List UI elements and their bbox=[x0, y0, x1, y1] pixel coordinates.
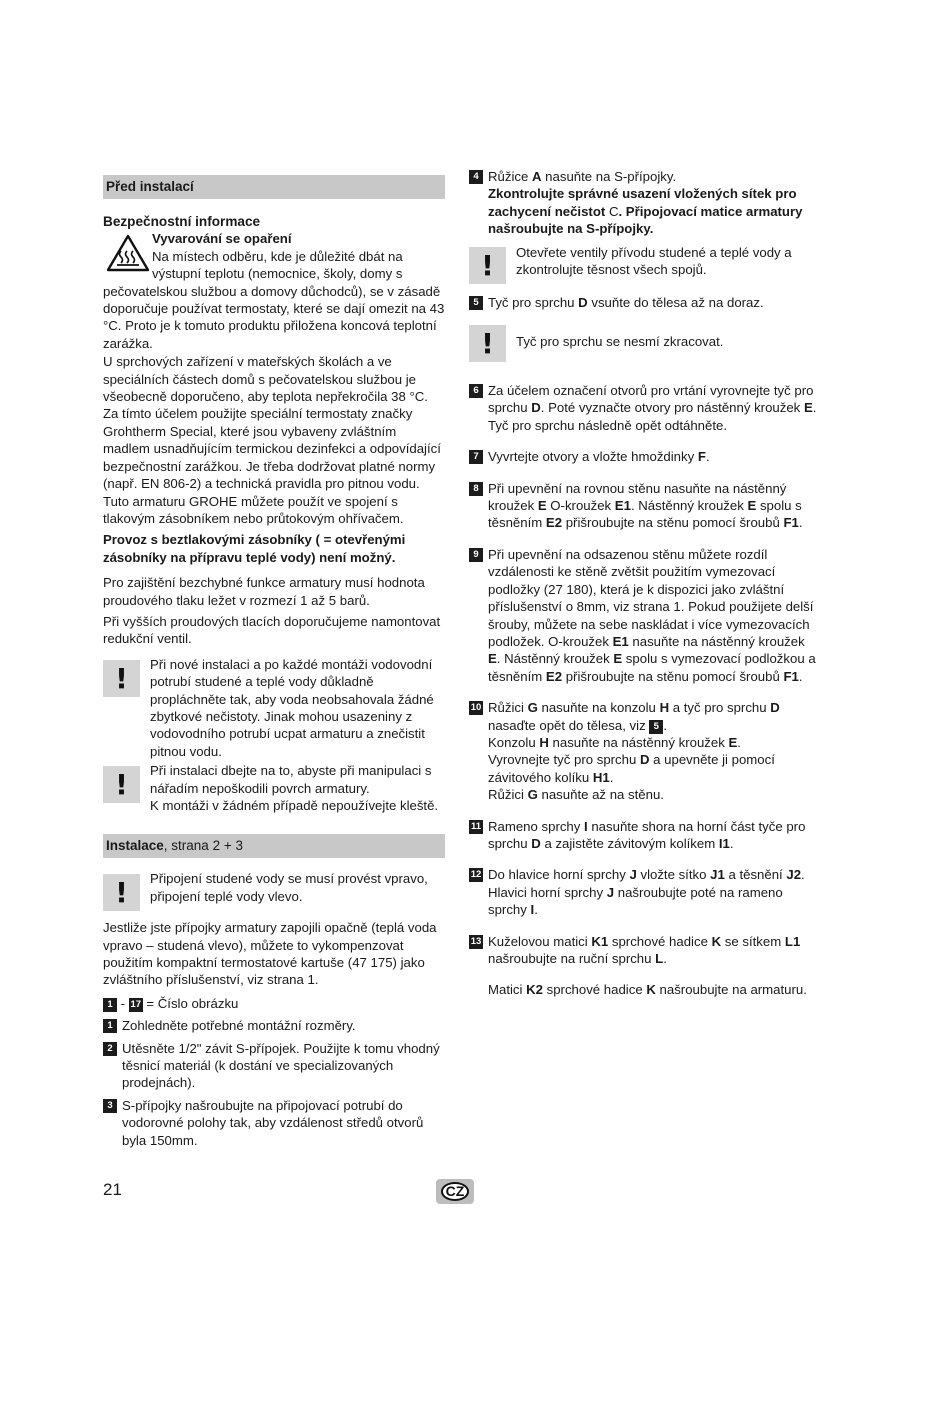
step-number: 13 bbox=[470, 935, 482, 947]
step-text: Do hlavice horní sprchy J vložte sítko J1 a těsnění J2. Hlavici horní sprchy J našroubujte poté na rameno sprchy I. bbox=[488, 867, 805, 918]
exclamation-icon: ! bbox=[469, 325, 506, 362]
step-8 bbox=[469, 480, 819, 532]
step-11 bbox=[469, 818, 819, 853]
step-number: 7 bbox=[469, 450, 483, 464]
exclamation-icon: ! bbox=[469, 247, 506, 284]
note-tools bbox=[103, 762, 445, 814]
exclamation-icon: ! bbox=[103, 766, 140, 803]
step-number: 10 bbox=[470, 702, 482, 714]
kindergarten-paragraph: U sprchových zařízení v mateřských školách a ve speciálních částech domů s pečovatelskou službou je všeobecně doporučeno, aby teplota nepřekročila 38 °C. Za tímto účelem použijte speciální termostaty značky Grohtherm Special, které jsou vybaveny zvláštním madlem usnadňujícím termickou dezinfekci a odpovídající bezpečnostní zarážkou. Je třeba dodržovat platné normy (např. EN 806-2) a technická pravidla pro pitnou vodu. bbox=[103, 354, 441, 492]
step-text: Rameno sprchy I nasuňte shora na horní část tyče pro sprchu D a zajistěte závitovým kolíkem I1. bbox=[488, 818, 806, 851]
step-1 bbox=[103, 1017, 445, 1034]
step-text: S-přípojky našroubujte na připojovací potrubí do vodorovné polohy tak, aby vzdálenost středů otvorů byla 150mm. bbox=[122, 1097, 424, 1148]
step-text: Matici K2 sprchové hadice K našroubujte na armaturu. bbox=[488, 982, 807, 998]
left-column bbox=[103, 175, 445, 1149]
step-text: Při upevnění na rovnou stěnu nasuňte na nástěnný kroužek E O-kroužek E1. Nástěnný kroužek E spolu s těsněním E2 přišroubujte na stěnu pomocí šroubů F1. bbox=[488, 480, 803, 531]
note-cold-right bbox=[103, 870, 445, 910]
note-text: Otevřete ventily přívodu studené a teplé vody a zkontrolujte těsnost všech spojů. bbox=[516, 244, 792, 278]
step-text: Růžici G nasuňte na konzolu H a tyč pro sprchu D nasaďte opět do tělesa, viz bbox=[488, 700, 780, 733]
step-number: 2 bbox=[103, 1042, 117, 1056]
step-text: Konzolu H nasuňte na nástěnný kroužek E. bbox=[488, 734, 741, 750]
step-text: Při upevnění na odsazenou stěnu můžete rozdíl vzdálenosti ke stěně zvětšit použitím vymezovací podložky (27 180), která je k dispozici jako zvláštní příslušenství o 8mm, viz strana 1. Pokud použijete delší šrouby, můžete na sebe naskládat i více vymezovacích podložek. O-kroužek E1 nasuňte na nástěnný kroužek E. Nástěnný kroužek E spolu s vymezovací podložkou a těsněním E2 přišroubujte na stěnu pomocí šroubů F1. bbox=[488, 546, 816, 684]
section-title: Před instalací bbox=[106, 179, 194, 194]
exclamation-icon: ! bbox=[103, 660, 140, 697]
step-number: 9 bbox=[469, 548, 483, 562]
step-3 bbox=[103, 1097, 445, 1149]
step-text: Růžice A nasuňte na S-přípojky. Zkontrolujte správné usazení vložených sítek pro zachycení nečistot C. Připojovací matice armatury našroubujte na S-přípojky. bbox=[488, 169, 803, 237]
step-text: Za účelem označení otvorů pro vrtání vyrovnejte tyč pro sprchu D. Poté vyznačte otvory pro nástěnný kroužek E. Tyč pro sprchu následně opět odtáhněte. bbox=[488, 383, 817, 433]
step-12 bbox=[469, 866, 819, 918]
bold-warning: Provoz s beztlakovými zásobníky ( = otevřenými zásobníky na přípravu teplé vody) není možný. bbox=[103, 532, 406, 565]
step-number: 1 bbox=[103, 1019, 117, 1033]
figure-legend bbox=[103, 995, 445, 1012]
scald-warning bbox=[103, 230, 445, 352]
step-4 bbox=[469, 168, 819, 238]
reducer-paragraph: Při vyšších proudových tlacích doporučujeme namontovat redukční ventil. bbox=[103, 613, 441, 647]
figure-number: 17 bbox=[130, 998, 142, 1010]
note-flush-pipes bbox=[103, 656, 445, 760]
section-header-before-installation bbox=[103, 175, 445, 199]
step-number: 8 bbox=[469, 482, 483, 496]
step-number: 12 bbox=[470, 869, 482, 881]
page-number: 21 bbox=[103, 1180, 122, 1199]
note-text: Připojení studené vody se musí provést vpravo, připojení teplé vody vlevo. bbox=[150, 871, 428, 904]
section-title-rest: , strana 2 + 3 bbox=[163, 838, 243, 854]
step-13 bbox=[469, 933, 819, 999]
step-6 bbox=[469, 382, 819, 434]
safety-heading: Bezpečnostní informace bbox=[103, 214, 261, 229]
swap-paragraph: Jestliže jste přípojky armatury zapojili opačně (teplá voda vpravo – studená vlevo), můžete to vykompenzovat použitím kompaktní termostatové kartuše (47 175) jako zvláštního příslušenství, viz strana 1. bbox=[103, 920, 437, 988]
note-text: Při nové instalaci a po každé montáži vodovodní potrubí studené a teplé vody důkladně propláchněte tak, aby voda neobsahovala žádné zbytkové nečistoty. Jinak mohou usazeniny z vodovodního potrubí ucpat armaturu a znečistit pitnou vodu. bbox=[150, 656, 434, 759]
step-text: Kuželovou matici K1 sprchové hadice K se sítkem L1 našroubujte na ruční sprchu L. bbox=[488, 933, 801, 966]
step-text: Vyvrtejte otvory a vložte hmoždinky F. bbox=[488, 449, 710, 465]
exclamation-icon: ! bbox=[103, 874, 140, 911]
step-7 bbox=[469, 448, 819, 465]
language-badge bbox=[436, 1179, 474, 1204]
step-5 bbox=[469, 294, 819, 311]
step-text: Zohledněte potřebné montážní rozměry. bbox=[122, 1018, 356, 1034]
pressure-paragraph: Pro zajištění bezchybné funkce armatury musí hodnota proudového tlaku ležet v rozmezí 1 až 5 barů. bbox=[103, 575, 425, 608]
use-paragraph: Tuto armaturu GROHE můžete použít ve spojení s tlakovým zásobníkem nebo průtokovým ohřívačem. bbox=[103, 493, 404, 526]
step-number: 11 bbox=[470, 820, 482, 832]
step-number: 5 bbox=[469, 296, 483, 310]
section-title: Instalace bbox=[106, 838, 164, 854]
legend-text: = Číslo obrázku bbox=[142, 995, 239, 1011]
step-number: 6 bbox=[469, 384, 483, 398]
scald-text-indent: Na místech odběru, kde je důležité dbát na výstupní teplotu (nemocnice, školy, domy s bbox=[152, 248, 403, 282]
legend-dash: - bbox=[117, 995, 129, 1011]
step-2 bbox=[103, 1040, 445, 1092]
step-text: Tyč pro sprchu D vsuňte do tělesa až na doraz. bbox=[488, 294, 764, 310]
figure-number: 1 bbox=[103, 998, 117, 1012]
hot-surface-warning-icon bbox=[106, 234, 150, 272]
scald-text-rest: pečovatelskou službou a domovy důchodců), se v zásadě doporučuje používat termostaty, které se dají omezit na 43 °C. Proto je k tomuto produktu přiložena koncová teplotní zarážka. bbox=[103, 283, 445, 351]
note-open-valves bbox=[469, 244, 819, 284]
scald-heading: Vyvarování se opaření bbox=[152, 231, 292, 247]
section-header-installation bbox=[103, 834, 445, 858]
note-text: K montáži v žádném případě nepoužívejte kleště. bbox=[150, 798, 439, 813]
step-text: Růžici G nasuňte až na stěnu. bbox=[488, 787, 664, 803]
step-9 bbox=[469, 546, 819, 685]
right-column bbox=[469, 168, 819, 999]
note-text: Při instalaci dbejte na to, abyste při manipulaci s nářadím nepoškodili povrch armatury. bbox=[150, 763, 432, 796]
step-number: 3 bbox=[103, 1099, 117, 1113]
note-text: Tyč pro sprchu se nesmí zkracovat. bbox=[516, 334, 724, 350]
note-no-shortening bbox=[469, 325, 819, 362]
step-text: Vyrovnejte tyč pro sprchu D a upevněte ji pomocí závitového kolíku H1. bbox=[488, 752, 775, 785]
language-code: CZ bbox=[441, 1182, 470, 1201]
step-10: 10 Růžici G nasuňte na konzolu H a tyč pro sprchu D nasaďte opět do tělesa, viz 5 . Konzolu H nasuňte na nástěnný kroužek E. Vyrovnejte tyč pro sprchu D a upevněte ji pomocí závitového kolíku H1. Růžici G nasuňte až na stěnu. bbox=[469, 699, 819, 803]
step-number: 4 bbox=[469, 170, 483, 184]
figure-reference: 5 bbox=[649, 720, 663, 734]
step-text: Utěsněte 1/2" závit S-přípojek. Použijte k tomu vhodný těsnicí materiál (k dostání ve specializovaných prodejnách). bbox=[122, 1040, 440, 1091]
